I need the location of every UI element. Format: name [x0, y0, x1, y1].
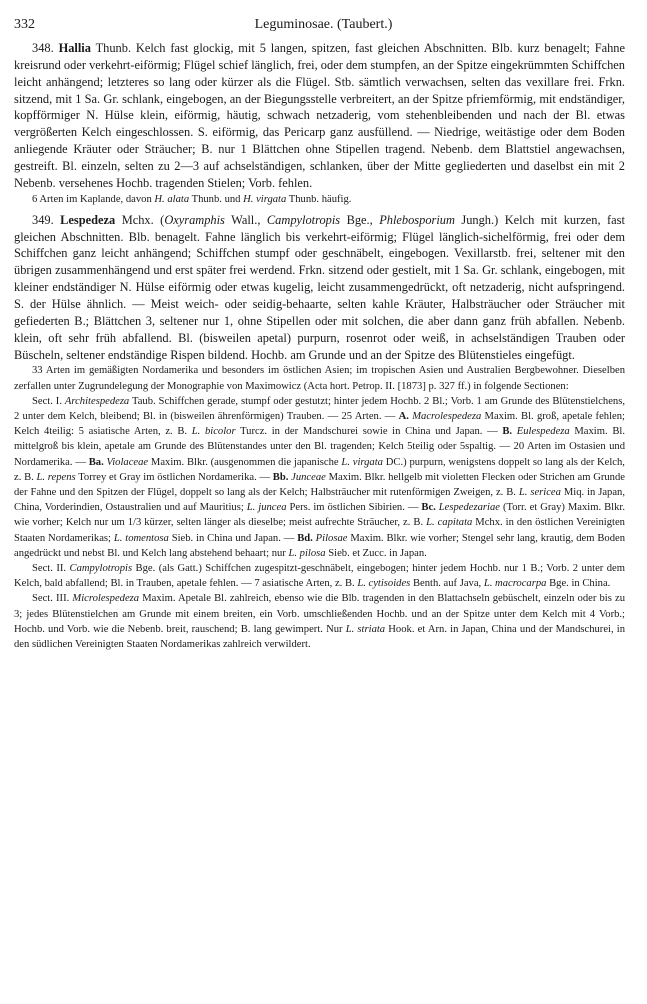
section-label: Sect. II.	[32, 563, 67, 575]
entry-number: 348.	[32, 41, 54, 55]
subsection-name: Eulespedeza	[516, 426, 570, 438]
subsection-name: Macrolespedeza	[412, 411, 482, 422]
section-text: Benth. auf Java,	[412, 578, 482, 590]
section-text: Maxim. Blkr. hellgelb mit violetten Flecken oder Strichen am Grunde der Fahne und den Spitzen der Flügel, doppelt so lang als der Kelch; Halbsträucher mit rutenförmigen Zweigen, z. B.	[14, 471, 625, 499]
subsection-name: Junceae	[291, 471, 326, 483]
species-name: L. repens	[36, 471, 76, 483]
genus-name: Hallia	[58, 41, 91, 55]
species-name: L. macrocarpa	[483, 578, 547, 590]
section-name: Microlespedeza	[72, 593, 140, 605]
species-name: H. alata	[154, 193, 190, 205]
section-text: Taub. Schiffchen gerade, stumpf oder gestutzt; hinter jedem Hochb. 2 Bl.; Vorb. 1 am Grunde des Blütenstielchens, 2 unter dem Kelch, bleibend; Bl. in (bisweilen ährenförmigen) Trauben. — 25 Arten. —	[14, 395, 625, 422]
author: Wall.,	[231, 212, 261, 227]
section-architespedeza	[14, 394, 625, 561]
species-name: L. cytisoides	[357, 578, 411, 590]
species-name: L. striata	[345, 623, 386, 635]
subsection-name: Violaceae	[106, 456, 149, 468]
section-text: Maxim. Bl. mittelgroß bis klein, apetale am Grunde des Blütenstandes unter den Bl. tragenden; Kelch 5teilig oder 5spaltig. — 20 Arten im Ostasien und Nordamerika. —	[14, 426, 625, 468]
section-text: Turcz. in der Mandschurei sowie in China und Japan. —	[240, 426, 498, 438]
entry-text: Thunb. Kelch fast glockig, mit 5 langen, spitzen, fast gleichen Abschnitten. Blb. kurz benagelt; Fahne kreisrund oder verkehrt-eiförmig; Flügel schief länglich, frei, oder dem stumpfen, an der Spitze eingekrümmten Schiffchen leicht anhängend; letzteres so lang oder kürzer als die Flügel. Stb. sämtlich verwachsen, selten das vexillare frei. Frkn. sitzend, mit 1 Sa. Gr. schlank, eingebogen, an der Biegungsstelle verbreitert, an der Spitze pfriemförmig, mit endständiger, kopfförmiger N. Hülse klein, eiförmig, häutig, schwach netzaderig, vom stehenbleibenden und nach der Bl. etwas vergrößerten Kelch eingeschlossen. S. eiförmig, das Pericarp ganz ausfüllend. — Niedrige, weitästige oder dem Boden anliegende Kräuter oder Sträucher; B. nur 1 Blättchen ohne Stipellen tragend. Nebenb. dem Blattstiel angewachsen, gestreift. Bl. einzeln, selten zu 2—3 auf achselständigen, schlanken, über der Mitte gegliederten und daselbst ein mit 2 Nebenb. versehenes Hochb. tragenden Stielen; Vorb. fehlen.	[14, 41, 625, 190]
bracket: (	[160, 212, 165, 227]
section-text: Maxim. Bl. groß, apetale fehlen; Kelch 4teilig: 5 asiatische Arten, z. B.	[14, 411, 625, 438]
species-name: L. virgata	[341, 456, 383, 468]
species-name: L. sericea	[518, 487, 561, 499]
section-text: Miq. in Japan, China, Vorderindien, Ostaustralien und auf Mauritius;	[14, 487, 625, 514]
section-text: Sieb. et Zucc. in Japan.	[328, 547, 427, 559]
entry-number: 349.	[32, 212, 54, 227]
author: Mchx.	[121, 212, 154, 227]
section-text: Maxim. Blkr. (ausgenommen die japanische	[150, 456, 339, 468]
note-text: Thunb. und	[191, 193, 241, 205]
subsection-name: Pilosae	[315, 532, 348, 544]
section-text: Pers. im östlichen Sibirien. —	[289, 502, 419, 514]
section-text: Bge. (als Gatt.) Schiffchen zugespitzt-geschnäbelt, eingebogen; hinter jedem Hochb. nur 1 B.; Vorb. 2 unter dem Kelch, bald abfallend; Bl. in Trauben, apetale fehlen. — 7 asiatische Arten, z. B.	[14, 563, 625, 590]
running-title: Leguminosae. (Taubert.)	[254, 17, 393, 32]
species-name: L. tomentosa	[113, 532, 169, 544]
subsection-name: Lespedezariae	[438, 502, 500, 514]
page-number: 332	[14, 17, 35, 32]
author: Bge.,	[346, 212, 373, 227]
note-text: Thunb. häufig.	[288, 193, 352, 205]
section-label: Sect. I.	[32, 395, 62, 407]
genus-entry-lespedeza	[14, 212, 625, 364]
page-header	[14, 14, 633, 36]
subsection-label: A.	[398, 411, 409, 422]
section-label: Sect. III.	[32, 593, 70, 605]
entry-text: Kelch mit kurzen, fast gleichen Abschnitten. Blb. benagelt. Fahne länglich bis verkehrt-eiförmig; Flügel länglich-sichelförmig, frei oder dem Schiffchen ganz leicht anhängend; Schiffchen stumpf oder geschnäbelt, eingebogen. Vexillarstb. frei, seltener mit den übrigen zusammenhängend und erst später frei werdend. Frkn. sitzend oder gestielt, mit 1 Sa. Gr. schlank, eingebogen, mit kleiner endständiger N. Hülse eiförmig oder etwas kugelig, leicht zusammengedrückt, oft netzaderig, nicht aufspringend. S. der Hülse ähnlich. — Meist weich- oder seidig-behaarte, selten kahle Kräuter, Halbsträucher oder Sträucher mit gefiederten B.; Blättchen 3, seltener nur 1, ohne Stipellen oder mit solchen, die aber dann ganz früh abfallen. Nebenb. klein, oft sehr früh abfallend. Bl. (bisweilen apetal) purpurn, rosenrot oder weiß, in achselständigen Trauben oder Büscheln, seltener endständige Rispen bildend. Hochb. am Grunde und an der Spitze des Blütenstieles eingefügt.	[14, 212, 625, 362]
subsection-label: Bb.	[272, 471, 289, 483]
synonym: Phlebosporium	[379, 212, 455, 227]
section-text: Torrey et Gray im östlichen Nordamerika. —	[78, 471, 271, 483]
section-text: Mchx. in den östlichen Vereinigten Staaten Nordamerikas;	[14, 517, 625, 544]
section-campylotropis	[14, 561, 625, 591]
page-body	[14, 40, 625, 652]
genus-name: Lespedeza	[60, 212, 116, 227]
synonym: Campylotropis	[266, 212, 341, 227]
species-name: L. pilosa	[288, 547, 326, 559]
subsection-label: B.	[502, 426, 513, 438]
author: Jungh.)	[461, 212, 499, 227]
section-text: DC.) purpurn, wenigstens doppelt so lang als der Kelch, z. B.	[14, 456, 625, 483]
species-name: H. virgata	[243, 193, 287, 205]
section-text: Maxim. Blkr. wie vorher; Stengel sehr lang, krautig, dem Boden angedrückt und nebst Bl. und Kelch lang abstehend behaart; nur	[14, 532, 625, 559]
section-name: Architespedeza	[64, 395, 130, 407]
lespedeza-intro: 33 Arten im gemäßigten Nordamerika und besonders im östlichen Asien; im tropischen Asien und Australien Bergbewohner. Dieselben zerfallen unter Zugrundelegung der Monographie von Maximowicz (Acta hort. Petrop. II. [1873] p. 327 ff.) in folgende Sectionen:	[14, 365, 625, 392]
species-name: L. juncea	[246, 502, 287, 514]
section-text: Sieb. in China und Japan. —	[171, 532, 295, 544]
section-name: Campylotropis	[69, 563, 133, 575]
synonym: Oxyramphis	[164, 212, 225, 227]
section-text: Maxim. Apetale Bl. zahlreich, ebenso wie die Blb. tragenden in den Blattachseln gebüschelt, einzeln oder bis zu 3; jedes Blütenstielchen am Grunde mit einem breiten, ein Vorb. umschließenden Hochb. und an der Spitze unter dem Kelch mit 4 Vorb.; Hochb. und Vorb. wie die Nebenb. breit, rauschend; B. lang gewimpert. Nur	[14, 593, 625, 635]
species-note-hallia	[14, 192, 625, 207]
subsection-label: Bd.	[297, 532, 313, 544]
genus-entry-hallia	[14, 40, 625, 192]
section-text: (Torr. et Gray) Maxim. Blkr. wie vorher; Kelch nur um 1/3 kürzer, selten länger als dieselbe; meist aufrechte Sträucher, z. B.	[14, 502, 625, 529]
species-name: L. capitata	[426, 517, 473, 529]
subsection-label: Ba.	[88, 456, 104, 468]
section-text: Bge. in China.	[549, 578, 611, 590]
section-microlespedeza	[14, 591, 625, 652]
note-text: 6 Arten im Kaplande, davon	[32, 193, 152, 205]
subsection-label: Bc.	[421, 502, 436, 514]
section-text: Hook. et Arn. in Japan, China und der Mandschurei, in den südlichen Vereinigten Staaten Nordamerikas zahlreich verwildert.	[14, 623, 626, 651]
species-name: L. bicolor	[191, 426, 236, 438]
